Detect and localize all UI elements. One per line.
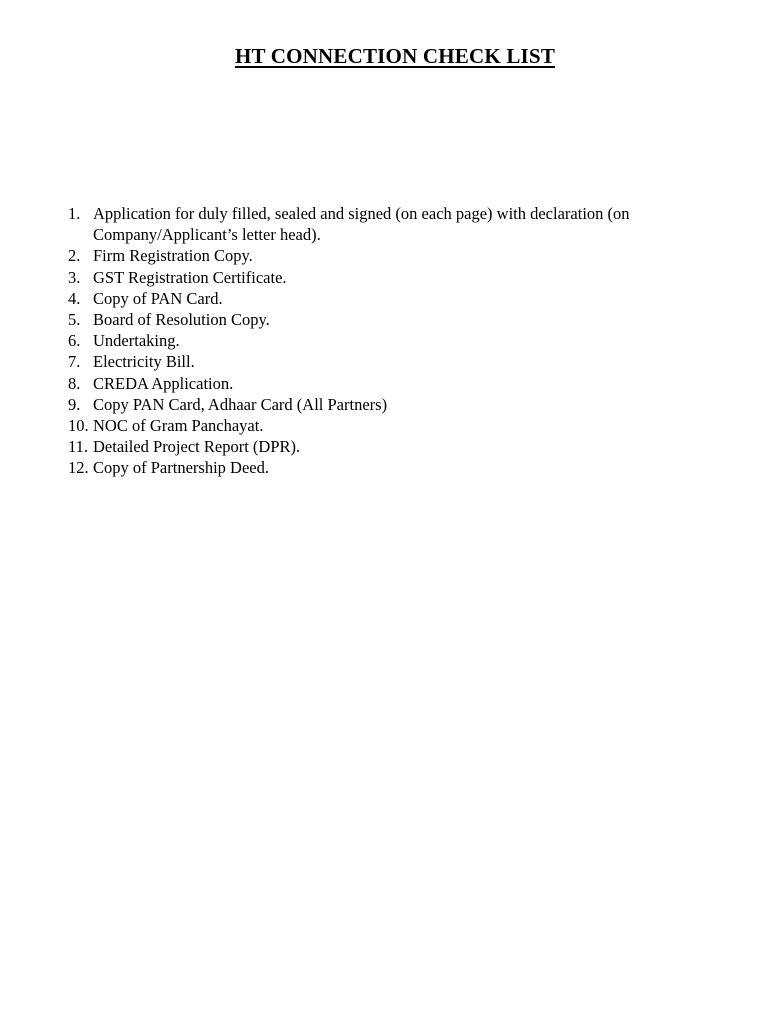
list-item bbox=[68, 351, 708, 372]
item-text: Firm Registration Copy. bbox=[93, 246, 253, 266]
item-number: 11. bbox=[68, 437, 89, 457]
list-item bbox=[68, 267, 708, 288]
item-number: 6. bbox=[68, 331, 81, 351]
page-title: HT CONNECTION CHECK LIST bbox=[234, 44, 556, 68]
item-number: 2. bbox=[68, 246, 81, 266]
list-item bbox=[68, 373, 708, 394]
item-number: 12. bbox=[68, 458, 89, 478]
list-item bbox=[68, 436, 708, 457]
list-item bbox=[68, 203, 708, 245]
item-number: 1. bbox=[68, 204, 81, 223]
item-number: 3. bbox=[68, 267, 81, 287]
item-text: CREDA Application. bbox=[93, 373, 234, 393]
list-item bbox=[68, 309, 708, 330]
item-text: Copy of Partnership Deed. bbox=[93, 458, 269, 478]
list-item bbox=[68, 330, 708, 351]
item-number: 10. bbox=[68, 416, 89, 436]
item-number: 9. bbox=[68, 394, 81, 414]
item-text: Electricity Bill. bbox=[93, 352, 195, 372]
checklist bbox=[68, 203, 708, 479]
item-number: 8. bbox=[68, 373, 81, 393]
item-text: Copy of PAN Card. bbox=[93, 288, 223, 308]
item-number: 7. bbox=[68, 352, 81, 372]
item-text: Board of Resolution Copy. bbox=[93, 310, 270, 330]
item-text: GST Registration Certificate. bbox=[93, 267, 287, 287]
item-text: NOC of Gram Panchayat. bbox=[93, 416, 264, 436]
list-item bbox=[68, 394, 708, 415]
item-text: Detailed Project Report (DPR). bbox=[93, 437, 301, 457]
list-item bbox=[68, 415, 708, 436]
item-number: 5. bbox=[68, 310, 81, 330]
item-number: 4. bbox=[68, 288, 81, 308]
list-item bbox=[68, 288, 708, 309]
item-text: Application for duly filled, sealed and signed (on each page) with declaration (on Company/Applicant’s letter head). bbox=[93, 204, 630, 245]
item-text: Copy PAN Card, Adhaar Card (All Partners) bbox=[93, 394, 388, 414]
list-item bbox=[68, 457, 708, 478]
item-text: Undertaking. bbox=[93, 331, 180, 351]
list-item bbox=[68, 245, 708, 266]
